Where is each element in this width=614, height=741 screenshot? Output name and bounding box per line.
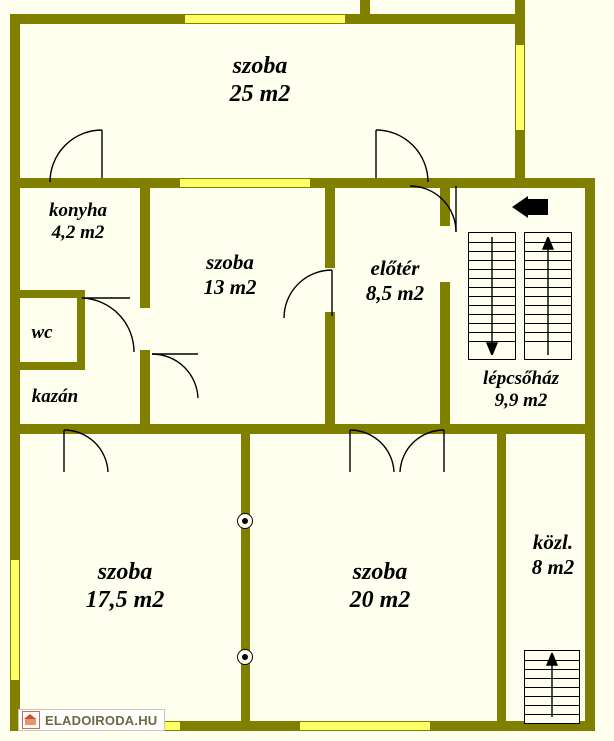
window-top bbox=[185, 15, 345, 23]
room-label-szoba-20: szoba 20 m2 bbox=[349, 559, 411, 614]
wall-top-stub bbox=[360, 0, 370, 14]
wall-right-connector bbox=[515, 178, 595, 188]
room-label-kozl: közl. 8 m2 bbox=[531, 530, 575, 579]
wall-right-outer bbox=[585, 178, 595, 731]
wall-konyha-bottom bbox=[10, 290, 85, 298]
watermark bbox=[18, 709, 165, 731]
door-konyha bbox=[48, 128, 112, 184]
watermark-text: ELADOIRODA.HU bbox=[45, 712, 158, 728]
door-kazan bbox=[62, 428, 112, 474]
window-left-lower bbox=[11, 560, 19, 680]
door-szoba13-top bbox=[372, 128, 434, 184]
window-bottom-mid bbox=[300, 722, 430, 730]
room-label-lepcsohaz: lépcsőház 9,9 m2 bbox=[483, 368, 559, 412]
wall-elotér-left bbox=[325, 178, 335, 268]
house-logo-icon bbox=[22, 711, 40, 729]
door-entrance bbox=[388, 184, 460, 240]
room-label-kazan: kazán bbox=[31, 386, 79, 407]
door-szoba13-bottom bbox=[150, 352, 202, 400]
stairs-left bbox=[468, 232, 516, 360]
room-label-szoba-13: szoba 13 m2 bbox=[203, 250, 257, 299]
stair-up-arrow-icon bbox=[540, 237, 556, 355]
room-label-szoba-17: szoba 17,5 m2 bbox=[85, 559, 165, 614]
stairs-kozl bbox=[524, 650, 580, 724]
wall-konyha-right bbox=[140, 178, 150, 308]
door-wc bbox=[80, 296, 136, 358]
stairs-right bbox=[524, 232, 572, 360]
ceiling-lamp-2 bbox=[237, 649, 253, 665]
window-right-upper bbox=[516, 45, 524, 130]
wall-kozl-left bbox=[497, 434, 506, 731]
wall-elotér-left-lower bbox=[325, 312, 335, 432]
stair-kozl-arrow-icon bbox=[544, 653, 560, 717]
stair-down-arrow-icon bbox=[484, 237, 500, 355]
wall-konyha-right-lower bbox=[140, 350, 150, 430]
room-label-elotér: előtér 8,5 m2 bbox=[365, 256, 425, 305]
wall-lower-divider bbox=[241, 434, 250, 731]
door-elotér-bottom-right bbox=[396, 428, 446, 474]
room-label-wc: wc bbox=[31, 322, 53, 343]
wall-wc-bottom bbox=[10, 362, 85, 370]
room-label-konyha: konyha 4,2 m2 bbox=[48, 200, 108, 244]
window-mid-upper bbox=[180, 179, 310, 187]
room-label-szoba-25: szoba 25 m2 bbox=[229, 53, 291, 108]
door-elotér-bottom-left bbox=[348, 428, 398, 474]
entrance-arrow-icon bbox=[510, 196, 550, 218]
ceiling-lamp-1 bbox=[237, 513, 253, 529]
